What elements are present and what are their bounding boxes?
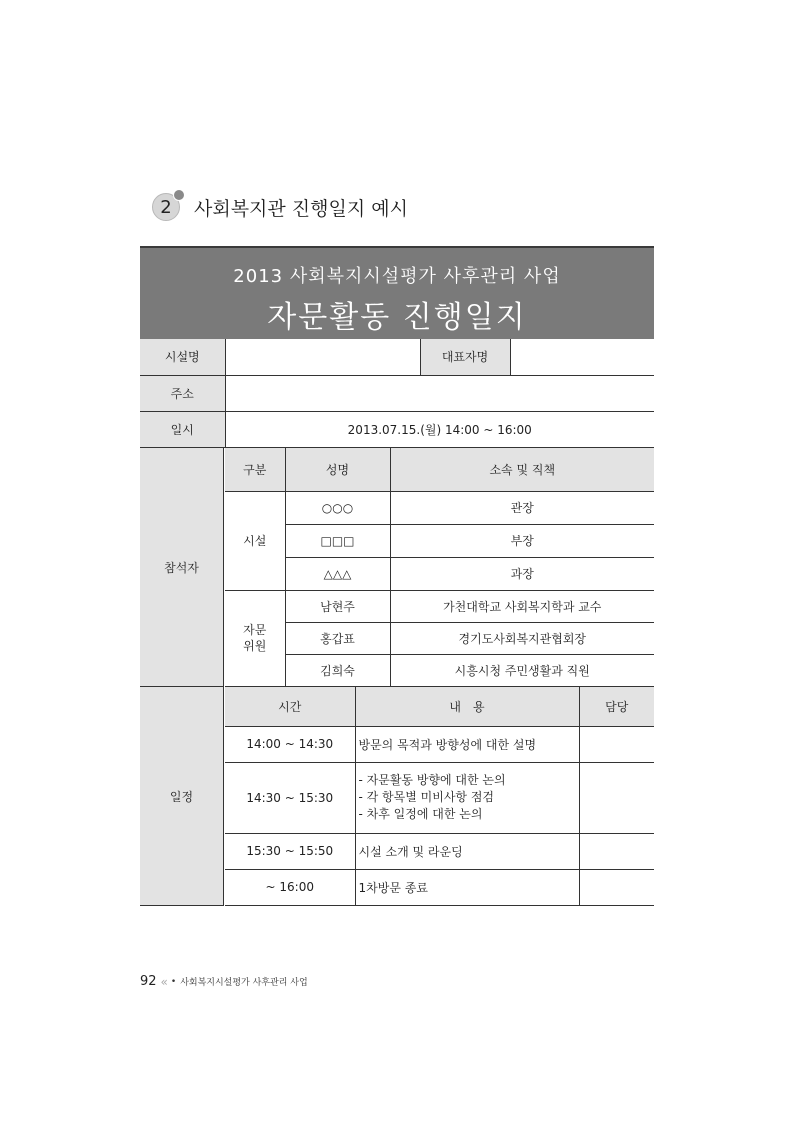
attendee-name: △△△ (285, 557, 390, 590)
schedule-header-time: 시간 (225, 687, 355, 726)
table-row (225, 524, 654, 557)
table-row (225, 557, 654, 590)
attendee-affiliation: 시흥시청 주민생활과 직원 (390, 654, 654, 686)
banner-title: 자문활동 진행일지 (267, 300, 527, 335)
double-chevron-left-icon: « (160, 974, 168, 989)
attendee-affiliation: 가천대학교 사회복지학과 교수 (390, 590, 654, 622)
attendee-name: □□□ (285, 524, 390, 557)
date-value: 2013.07.15.(월) 14:00 ~ 16:00 (225, 411, 654, 447)
schedule-label-text: 일정 (169, 789, 194, 804)
attendees-label-text: 참석자 (164, 560, 199, 575)
schedule-time: 14:00 ~ 14:30 (225, 726, 355, 762)
schedule-header-content: 내 용 (355, 687, 579, 726)
form-banner (140, 246, 654, 339)
attendee-name: ○○○ (285, 491, 390, 524)
page-footer (140, 974, 308, 989)
schedule-owner (579, 833, 654, 869)
attendee-affiliation: 관장 (390, 491, 654, 524)
schedule-content-line: - 차후 일정에 대한 논의 (358, 807, 483, 821)
attendee-name: 남현주 (285, 590, 390, 622)
section-heading (152, 190, 408, 224)
table-row (225, 762, 654, 833)
facility-label: 시설명 (140, 339, 225, 375)
section-number: 2 (160, 196, 172, 218)
schedule-content-line: - 자문활동 방향에 대한 논의 (358, 773, 506, 787)
page-number: 92 (140, 974, 157, 989)
badge-dot-icon (173, 189, 185, 201)
schedule-content: 1차방문 종료 (355, 869, 579, 905)
attendee-affiliation: 경기도사회복지관협회장 (390, 622, 654, 654)
rep-value (510, 339, 654, 375)
section-number-badge (152, 193, 180, 221)
advisor-group-line2: 위원 (243, 639, 267, 653)
table-row (225, 654, 654, 686)
schedule-content: 시설 소개 및 라운딩 (355, 833, 579, 869)
table-row (225, 869, 654, 905)
date-label: 일시 (140, 411, 225, 447)
attendee-name: 김희숙 (285, 654, 390, 686)
schedule-content: 방문의 목적과 방향성에 대한 설명 (355, 726, 579, 762)
table-row (225, 590, 654, 622)
schedule-table (225, 687, 654, 906)
footer-text: 사회복지시설평가 사후관리 사업 (180, 978, 308, 988)
address-value (225, 375, 654, 411)
table-row (225, 726, 654, 762)
schedule-owner (579, 762, 654, 833)
section-title: 사회복지관 진행일지 예시 (194, 197, 408, 220)
schedule-content (355, 762, 579, 833)
advisor-group-line1: 자문 (243, 623, 267, 637)
attendee-affiliation: 부장 (390, 524, 654, 557)
schedule-owner (579, 726, 654, 762)
facility-value (225, 339, 420, 375)
attendees-table (225, 448, 654, 687)
table-row (225, 622, 654, 654)
address-label: 주소 (140, 375, 225, 411)
info-table (140, 339, 654, 448)
attendees-header-group: 구분 (225, 448, 285, 491)
attendees-header-name: 성명 (285, 448, 390, 491)
table-row (225, 491, 654, 524)
schedule-owner (579, 869, 654, 905)
schedule-label (140, 687, 224, 906)
table-row (225, 833, 654, 869)
schedule-header-owner: 담당 (579, 687, 654, 726)
rep-label: 대표자명 (420, 339, 510, 375)
schedule-time: 15:30 ~ 15:50 (225, 833, 355, 869)
bullet-icon: • (170, 976, 177, 987)
attendees-header-affiliation: 소속 및 직책 (390, 448, 654, 491)
attendee-name: 홍갑표 (285, 622, 390, 654)
schedule-time: 14:30 ~ 15:30 (225, 762, 355, 833)
attendee-affiliation: 과장 (390, 557, 654, 590)
advisor-group-label (225, 590, 285, 686)
banner-subtitle: 2013 사회복지시설평가 사후관리 사업 (233, 266, 561, 287)
attendees-label (140, 448, 224, 687)
schedule-time: ~ 16:00 (225, 869, 355, 905)
facility-group-label: 시설 (225, 491, 285, 590)
schedule-content-line: - 각 항목별 미비사항 점검 (358, 790, 495, 804)
